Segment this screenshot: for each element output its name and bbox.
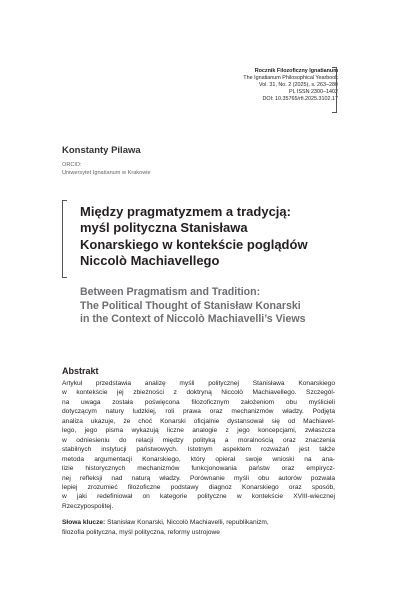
abstract-line: Artykuł przedstawia analizę myśli politycznej Stanisława Konarskiego [62,380,335,387]
abstract-line: w odniesieniu do relacji między polityką a moralnością oraz znaczenia [62,436,335,444]
abstract-heading: Abstrakt [62,366,99,376]
title-polish-line: Między pragmatyzmem a tradycją: [80,204,291,219]
abstract-line: dotyczącym natury ludzkiej, roli prawa oraz mechanizmów władzy. Podjęta [62,408,335,416]
title-polish-line: Konarskiego w kontekście poglądów [80,236,308,252]
title-polish-line: Niccolò Machiavellego [80,253,220,269]
keywords-text: Stanisław Konarski, Niccolò Machiavelli, republikanizm, [107,519,269,526]
abstract-line: metoda argumentacji Konarskiego, który opierał swoje wnioski na ana- [62,455,335,463]
keywords-text-continued: filozofia polityczna, myśl polityczna, reformy ustrojowe [62,528,220,536]
abstract-line: Rzeczypospolitej. [62,502,114,510]
title-polish [80,204,350,270]
title-english-line: Between Pragmatism and Tradition: [80,286,261,298]
keywords-block [62,518,335,537]
title-polish-line: myśl polityczna Stanisława [80,220,248,236]
journal-yearbook: The Ignatianum Philosophical Yearbook [243,75,338,81]
abstract-line: w jaki redefiniował on kategorie polityczne w kontekście XVIII-wiecznej [62,493,335,501]
abstract-line: lego, jego pisma wykazują liczne analogie z jego koncepcjami, zwłaszcza [62,427,335,435]
keywords-line [62,518,335,528]
orcid-label: ORCID: [62,162,82,168]
title-bracket [62,200,67,278]
author-name: Konstanty Pilawa [62,145,141,156]
title-english [80,286,350,327]
abstract-line: lizie historycznych mechanizmów funkcjonowania państw oraz empirycz- [62,465,335,473]
abstract-line: analiza ukazuje, że choć Konarski oficjalnie dystansował się od Machiavel- [62,417,335,425]
title-english-line: The Political Thought of Stanisław Konarski [80,299,301,312]
abstract-body [62,379,335,511]
journal-issn: PL ISSN 2300–1402 [289,89,338,95]
abstract-line: nej refleksji nad naturą władzy. Porównanie myśli obu autorów pozwala [62,474,335,482]
journal-volume: Vol. 31, No. 2 (2025), s. 263–280 [258,82,338,88]
author-affiliation: Uniwersytet Ignatianum w Krakowie [62,170,151,176]
abstract-line: lepiej zrozumieć filozoficzne podstawy diagnoz Konarskiego oraz sposób, [62,483,335,491]
abstract-line: w kontekście jej zbieżności z doktryną Niccolò Machiavellego. Szczegól- [62,389,335,397]
abstract-line: stabilnych instytucji państwowych. Istotnym aspektem rozważań jest także [62,446,335,454]
keywords-label: Słowa klucze: [62,519,106,526]
abstract-line: na uwaga została poświęcona filozoficznym założeniom obu myślicieli [62,398,335,406]
article-doi: DOI: 10.35765/rfi.2025.3102.17 [262,96,338,102]
title-english-line: in the Context of Niccolò Machiavelli’s Views [80,313,306,325]
metadata-bracket [332,67,337,113]
journal-name: Rocznik Filozoficzny Ignatianum [254,68,338,74]
journal-metadata [118,68,338,103]
